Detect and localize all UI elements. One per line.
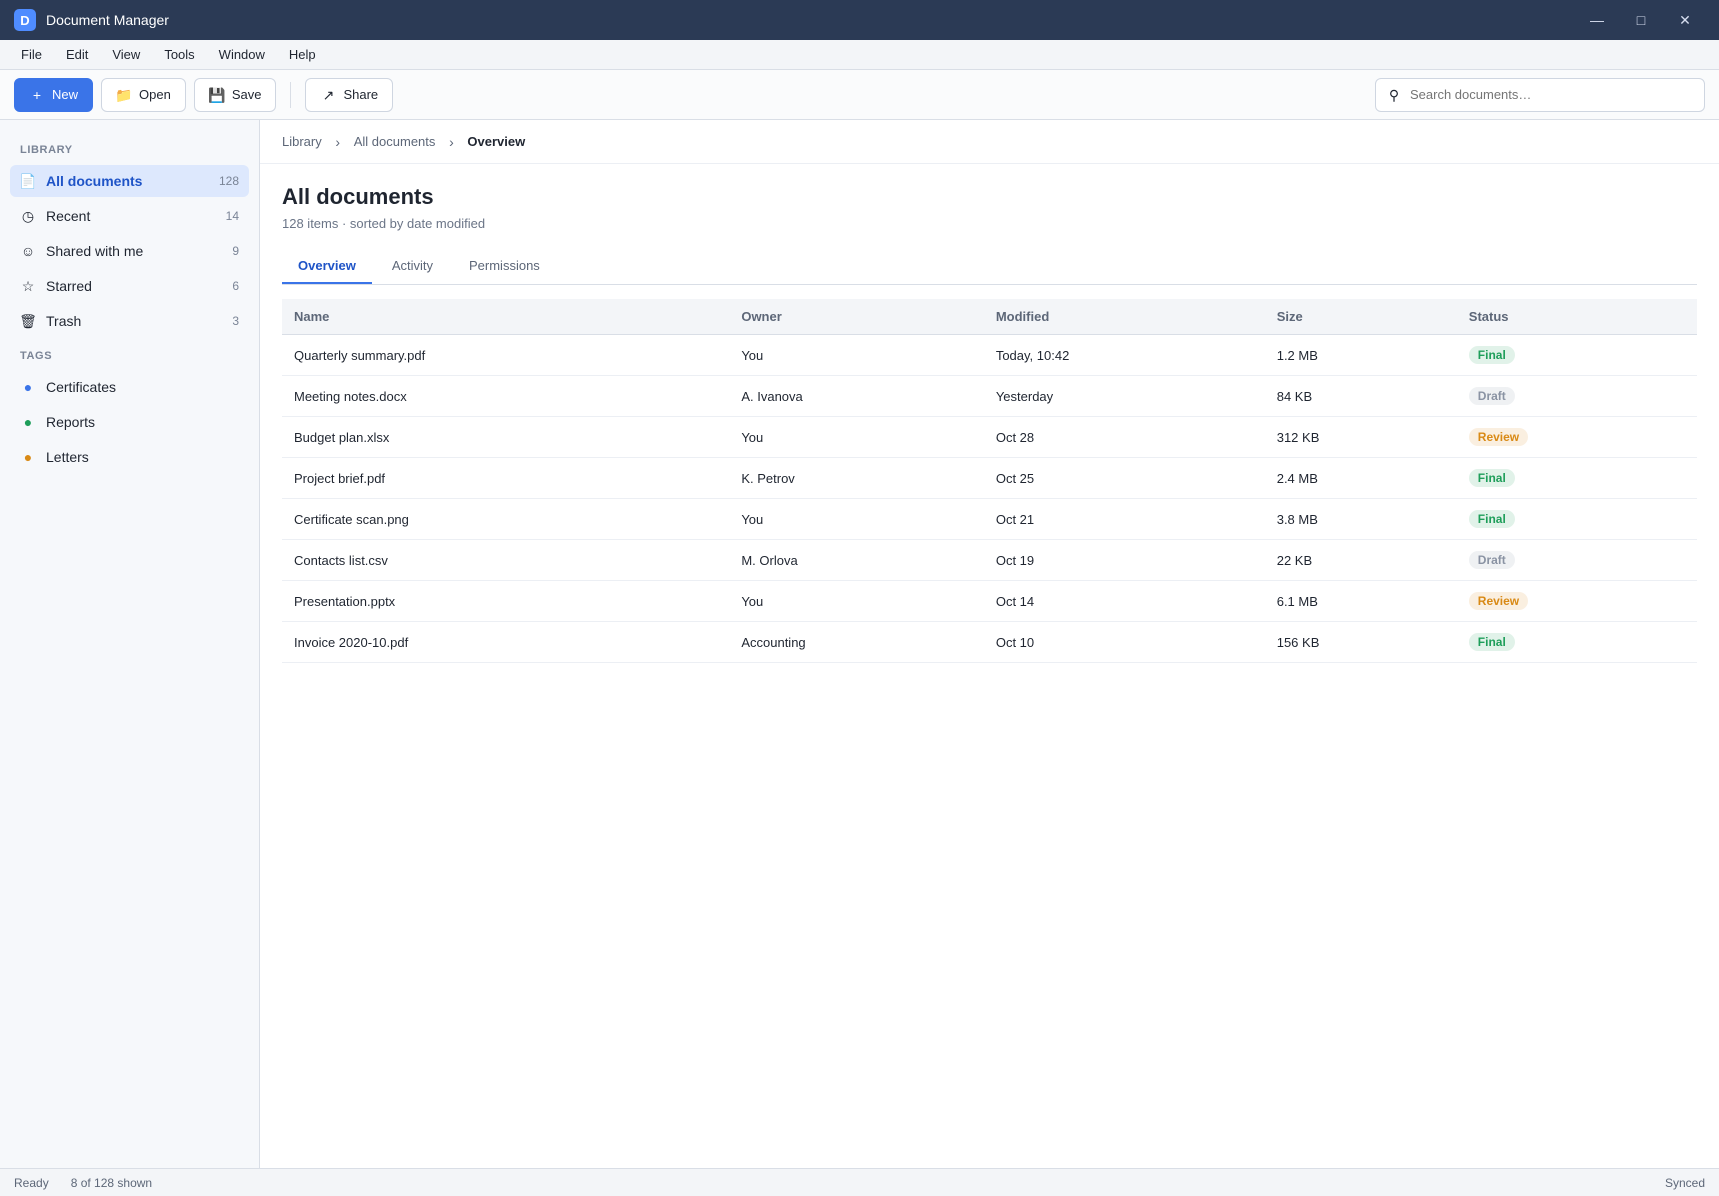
menu-tools[interactable]: Tools (164, 47, 195, 62)
cell-owner: M. Orlova (729, 540, 984, 581)
chevron-right-icon: › (335, 133, 341, 150)
breadcrumb-current: Overview (467, 134, 526, 149)
sidebar-tag-label: Letters (46, 449, 89, 465)
menu-file[interactable]: File (21, 47, 42, 62)
app-body (0, 120, 1719, 1168)
status-middle: 8 of 128 shown (70, 1175, 153, 1190)
cell-modified: Yesterday (984, 376, 1265, 417)
cell-owner: You (729, 335, 984, 376)
sidebar-item-starred[interactable] (10, 270, 249, 302)
status-badge: Draft (1469, 387, 1515, 405)
status-badge: Review (1469, 428, 1528, 446)
maximize-button[interactable] (1621, 6, 1661, 34)
tab-overview[interactable]: Overview (282, 249, 372, 284)
sidebar-item-count: 6 (232, 279, 239, 293)
page-title: All documents (282, 184, 434, 209)
status-badge: Final (1469, 633, 1515, 651)
menu-bar (0, 40, 1719, 70)
menu-window[interactable]: Window (218, 47, 265, 62)
window-controls (1577, 6, 1705, 34)
toolbar (0, 70, 1719, 120)
sidebar-tag-label: Certificates (46, 379, 117, 395)
breadcrumb-section[interactable]: All documents (353, 134, 436, 149)
column-header-size[interactable]: Size (1265, 299, 1457, 335)
cell-status (1457, 499, 1697, 540)
toolbar-divider (290, 82, 291, 108)
sidebar-item-label: Recent (46, 208, 91, 224)
cell-modified: Today, 10:42 (984, 335, 1265, 376)
status-bar (0, 1168, 1719, 1196)
cell-name: Meeting notes.docx (282, 376, 729, 417)
sidebar-item-shared[interactable] (10, 235, 249, 267)
title-bar (0, 0, 1719, 40)
sidebar-item-label: Shared with me (46, 243, 144, 259)
status-badge: Final (1469, 469, 1515, 487)
cell-status (1457, 458, 1697, 499)
folder-icon: 📁 (115, 86, 133, 103)
table-row[interactable] (282, 622, 1697, 663)
table-row[interactable] (282, 335, 1697, 376)
status-badge: Review (1469, 592, 1528, 610)
sidebar-item-count: 128 (218, 174, 239, 188)
app-logo: D (14, 9, 36, 31)
minimize-icon: — (1590, 12, 1604, 28)
breadcrumb (260, 120, 1719, 164)
cell-size: 1.2 MB (1265, 335, 1457, 376)
cell-owner: K. Petrov (729, 458, 984, 499)
content-area (260, 164, 1719, 1168)
star-icon: ☆ (21, 278, 35, 294)
sidebar-item-trash[interactable] (10, 305, 249, 337)
users-icon: ☺ (20, 243, 36, 259)
documents-table (282, 299, 1697, 663)
cell-status (1457, 581, 1697, 622)
cell-owner: Accounting (729, 622, 984, 663)
sidebar-heading-library: LIBRARY (20, 144, 73, 156)
table-header-row (282, 299, 1697, 335)
share-button-label: Share (343, 87, 379, 102)
sidebar-item-label: All documents (46, 173, 143, 189)
clock-icon: ◷ (21, 208, 35, 224)
cell-name: Certificate scan.png (282, 499, 729, 540)
cell-status (1457, 376, 1697, 417)
cell-size: 2.4 MB (1265, 458, 1457, 499)
sidebar-item-count: 3 (232, 314, 239, 328)
table-row[interactable] (282, 581, 1697, 622)
sidebar-tag-reports[interactable] (10, 406, 249, 438)
status-badge: Final (1469, 346, 1515, 364)
cell-name: Invoice 2020-10.pdf (282, 622, 729, 663)
save-button-label: Save (231, 87, 262, 102)
table-row[interactable] (282, 458, 1697, 499)
documents-icon: 📄 (19, 173, 37, 189)
status-left: Ready (14, 1175, 49, 1190)
cell-size: 156 KB (1265, 622, 1457, 663)
page-subtitle: 128 items · sorted by date modified (282, 216, 486, 231)
tab-permissions[interactable]: Permissions (469, 258, 540, 273)
cell-modified: Oct 28 (984, 417, 1265, 458)
cell-modified: Oct 10 (984, 622, 1265, 663)
sidebar-item-label: Trash (46, 313, 82, 329)
column-header-status[interactable]: Status (1457, 299, 1697, 335)
sidebar-tag-letters[interactable] (10, 441, 249, 473)
share-icon: ↗ (322, 86, 335, 103)
share-button[interactable] (305, 78, 393, 112)
cell-name: Project brief.pdf (282, 458, 729, 499)
breadcrumb-root[interactable]: Library (282, 134, 322, 149)
trash-icon: 🗑 (19, 313, 37, 329)
cell-modified: Oct 14 (984, 581, 1265, 622)
column-header-name[interactable]: Name (282, 299, 729, 335)
sidebar-item-recent[interactable] (10, 200, 249, 232)
sidebar-item-label: Starred (46, 278, 92, 294)
cell-status (1457, 540, 1697, 581)
cell-modified: Oct 21 (984, 499, 1265, 540)
maximize-icon: □ (1636, 12, 1646, 28)
cell-status (1457, 622, 1697, 663)
chevron-right-icon: › (449, 133, 454, 150)
cell-size: 3.8 MB (1265, 499, 1457, 540)
table-body (282, 335, 1697, 663)
tag-icon: ● (23, 449, 33, 465)
close-icon: ✕ (1679, 12, 1691, 28)
table-row[interactable] (282, 499, 1697, 540)
cell-owner: You (729, 581, 984, 622)
cell-size: 84 KB (1265, 376, 1457, 417)
tab-bar (282, 249, 1697, 285)
cell-name: Budget plan.xlsx (282, 417, 729, 458)
cell-owner: You (729, 499, 984, 540)
menu-view[interactable]: View (112, 47, 141, 62)
cell-size: 312 KB (1265, 417, 1457, 458)
table-row[interactable] (282, 376, 1697, 417)
menu-edit[interactable]: Edit (65, 47, 89, 62)
cell-modified: Oct 19 (984, 540, 1265, 581)
search-input[interactable] (1410, 87, 1694, 102)
cell-size: 22 KB (1265, 540, 1457, 581)
cell-name: Quarterly summary.pdf (282, 335, 729, 376)
table-row[interactable] (282, 540, 1697, 581)
cell-name: Presentation.pptx (282, 581, 729, 622)
column-header-owner[interactable]: Owner (729, 299, 984, 335)
new-button-label: New (52, 87, 79, 102)
tag-icon: ● (23, 379, 33, 395)
status-right: Synced (1664, 1175, 1705, 1190)
cell-status (1457, 335, 1697, 376)
tab-activity[interactable]: Activity (391, 258, 433, 273)
sidebar-item-all[interactable] (10, 165, 249, 197)
new-button[interactable] (14, 78, 93, 112)
plus-icon: + (32, 86, 42, 103)
cell-name: Contacts list.csv (282, 540, 729, 581)
cell-status (1457, 417, 1697, 458)
minimize-button[interactable] (1577, 6, 1617, 34)
save-button[interactable] (194, 78, 277, 112)
search-icon: ⚲ (1388, 86, 1400, 103)
tag-icon: ● (23, 414, 33, 430)
sidebar-heading-tags: TAGS (20, 350, 53, 362)
sidebar (0, 120, 260, 1168)
close-button[interactable] (1665, 6, 1705, 34)
cell-owner: A. Ivanova (729, 376, 984, 417)
search-box[interactable] (1375, 78, 1705, 112)
menu-help[interactable]: Help (288, 47, 316, 62)
sidebar-item-count: 9 (232, 244, 239, 258)
open-button-label: Open (139, 87, 171, 102)
status-badge: Draft (1469, 551, 1515, 569)
status-badge: Final (1469, 510, 1515, 528)
cell-owner: You (729, 417, 984, 458)
sidebar-item-count: 14 (225, 209, 239, 223)
save-icon: 💾 (208, 86, 226, 103)
window-title: Document Manager (46, 12, 169, 28)
open-button[interactable] (101, 78, 186, 112)
table-row[interactable] (282, 417, 1697, 458)
main-panel (260, 120, 1719, 1168)
column-header-modified[interactable]: Modified (984, 299, 1265, 335)
cell-modified: Oct 25 (984, 458, 1265, 499)
sidebar-tag-certificates[interactable] (10, 371, 249, 403)
cell-size: 6.1 MB (1265, 581, 1457, 622)
sidebar-tag-label: Reports (46, 414, 96, 430)
